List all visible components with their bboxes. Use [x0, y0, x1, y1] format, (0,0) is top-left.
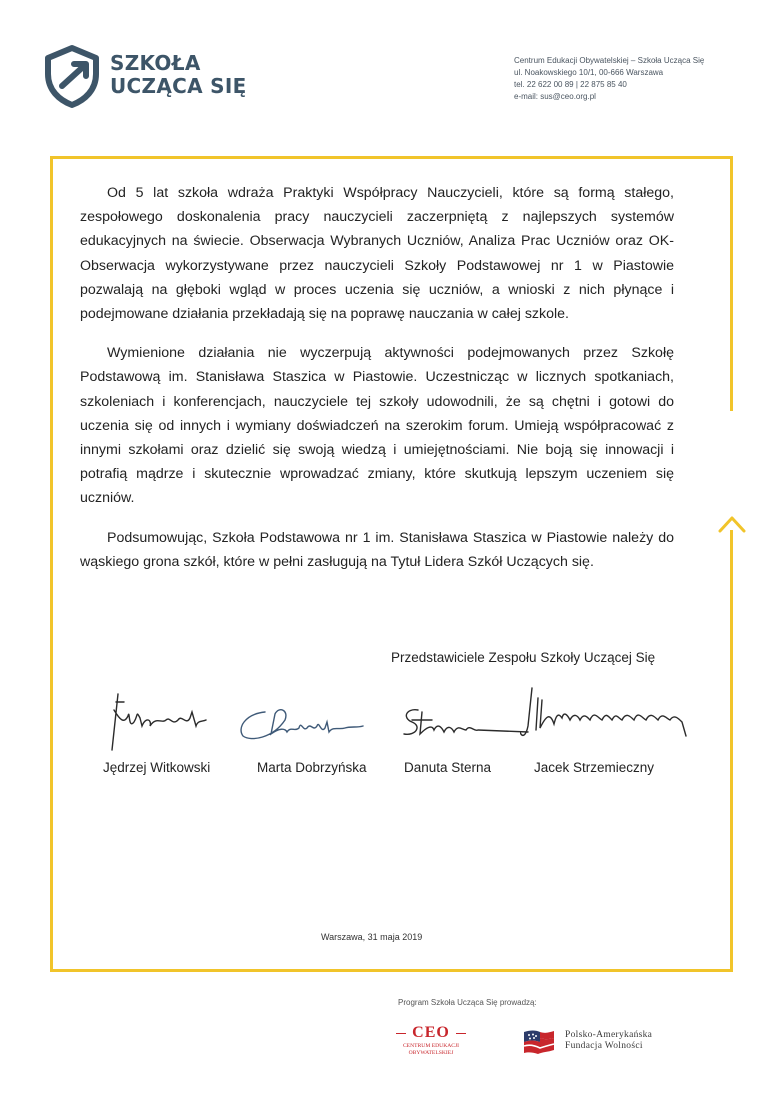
- logo-line-2: UCZĄCA SIĘ: [110, 74, 247, 98]
- paragraph-1: Od 5 lat szkoła wdraża Praktyki Współpracy Nauczycieli, które są formą stałego, zespołowego doskonalenia pracy nauczycieli zaczerpniętą z najlepszych systemów edukacyjnych na świecie. Obserwacja Wybranych Uczniów, Analiza Prac Uczniów oraz OK-Obserwacja wykorzystywane przez nauczycieli Szkoły Podstawowej nr 1 w Piastowie pozwalają na głęboki wgląd w proces uczenia się uczniów, a wnioski z nich płynące i podejmowane działania przekładają się na poprawę nauczania w całej szkole.: [80, 185, 674, 323]
- program-text: Program Szkoła Ucząca Się prowadzą:: [398, 998, 537, 1007]
- pafw-logo-text: [565, 1030, 652, 1052]
- contact-email: e-mail: sus@ceo.org.pl: [514, 92, 596, 101]
- signature-sterna: [398, 702, 533, 742]
- pafw-logo-line-2: Fundacja Wolności: [565, 1041, 643, 1051]
- frame-right-border-upper: [730, 156, 733, 411]
- ceo-logo-mark: CEO: [412, 1024, 450, 1041]
- shield-arrow-icon: [44, 44, 102, 108]
- signatory-name-4: Jacek Strzemieczny: [534, 760, 655, 775]
- logo-wordmark: [110, 52, 247, 98]
- letter-date: Warszawa, 31 maja 2019: [321, 932, 423, 942]
- pafw-logo-line-1: Polsko-Amerykańska: [565, 1030, 653, 1040]
- contact-address: ul. Noakowskiego 10/1, 00-666 Warszawa: [514, 68, 664, 77]
- logo-line-1: SZKOŁA: [110, 51, 201, 75]
- frame-top-border: [50, 156, 733, 159]
- signatory-name-1: Jędrzej Witkowski: [103, 760, 211, 775]
- frame-right-border-lower: [730, 530, 733, 972]
- paragraph-3: Podsumowując, Szkoła Podstawowa nr 1 im. Stanisława Staszica w Piastowie należy do wąskiego grona szkół, które w pełni zasługują na Tytuł Lidera Szkół Uczących się.: [80, 529, 674, 570]
- signatory-name-3: Danuta Sterna: [404, 760, 492, 775]
- ceo-logo-subtitle-line-2: OBYWATELSKIEJ: [408, 1049, 454, 1056]
- frame-arrow-up-icon: [717, 514, 747, 534]
- szkola-uczaca-sie-logo: [44, 44, 264, 106]
- contact-phone: tel. 22 622 00 89 | 22 875 85 40: [514, 80, 627, 89]
- ceo-logo-subtitle-line-1: CENTRUM EDUKACJI: [402, 1043, 460, 1049]
- paragraph-2: Wymienione działania nie wyczerpują aktywności podejmowanych przez Szkołę Podstawową im. Stanisława Staszica w Piastowie. Uczestnicząc w licznych spotkaniach, szkoleniach i konferencjach, nauczyciele tej szkoły udowodnili, że są chętni i gotowi do uczenia się od innych i wymiany doświadczeń na szerokim forum. Umieją współpracować z innymi szkołami oraz dzielić się swoją wiedzą i umiejętnościami. Nie boją się innowacji i potrafią mądrze i skutecznie wprowadzać zmiany, które skutkują lepszym uczeniem się uczniów.: [80, 345, 674, 507]
- signatories-title: Przedstawiciele Zespołu Szkoły Uczącej Się: [391, 650, 656, 665]
- contact-info: [514, 55, 704, 103]
- pafw-flag-icon: [522, 1028, 556, 1056]
- ceo-logo: [396, 1024, 466, 1064]
- signature-dobrzynska: [235, 698, 370, 748]
- contact-organization: Centrum Edukacji Obywatelskiej – Szkoła Ucząca Się: [514, 56, 705, 65]
- signature-strzemieczny: [520, 686, 700, 746]
- signature-witkowski: [100, 690, 215, 760]
- letter-body: [80, 181, 674, 589]
- ceo-logo-subtitle: [396, 1043, 466, 1056]
- frame-left-border: [50, 156, 53, 972]
- signatory-name-2: Marta Dobrzyńska: [257, 760, 367, 775]
- frame-bottom-border: [50, 969, 733, 972]
